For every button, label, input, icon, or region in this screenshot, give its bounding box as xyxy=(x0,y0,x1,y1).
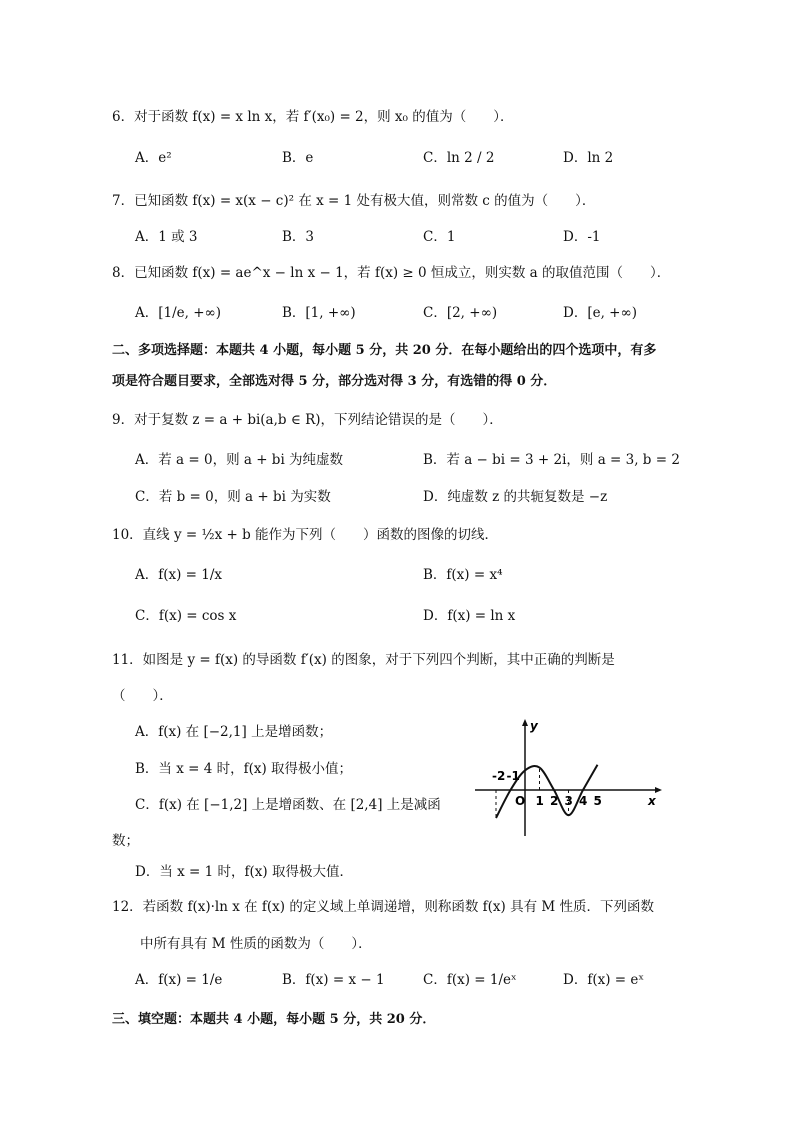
tick-label: O xyxy=(515,794,526,808)
section2-heading-line1: 二、多项选择题：本题共 4 小题，每小题 5 分，共 20 分．在每小题给出的四个选项中，有多 xyxy=(112,343,657,358)
q12-stem-line1: 12．若函数 f(x)·ln x 在 f(x) 的定义域上单调递增，则称函数 f(x) 具有 M 性质．下列函数 xyxy=(112,899,654,915)
q6-option-a: A．e² xyxy=(135,150,172,166)
q8-option-a: A．[1/e, +∞) xyxy=(135,305,222,321)
q7-stem: 7．已知函数 f(x) = x(x − c)² 在 x = 1 处有极大值，则常数 c 的值为（ ）． xyxy=(112,193,596,209)
y-axis-arrow xyxy=(522,719,528,726)
tick-label: 4 xyxy=(579,794,588,808)
q8-stem: 8．已知函数 f(x) = ae^x − ln x − 1，若 f(x) ≥ 0 恒成立，则实数 a 的取值范围（ ）． xyxy=(112,265,671,281)
x-axis-label: x xyxy=(648,794,656,808)
q10-option-d: D．f(x) = ln x xyxy=(423,608,516,624)
q9-stem: 9．对于复数 z = a + bi(a,b ∈ R)，下列结论错误的是（ ）． xyxy=(112,412,503,428)
q12-option-c: C．f(x) = 1/eˣ xyxy=(423,972,517,988)
q7-option-d: D．-1 xyxy=(563,229,601,245)
q7-option-a: A．1 或 3 xyxy=(135,229,198,245)
y-axis-label: y xyxy=(530,719,538,733)
tick-label: -1 xyxy=(506,769,520,783)
section2-heading-line2: 项是符合题目要求，全部选对得 5 分，部分选对得 3 分，有选错的得 0 分． xyxy=(112,374,557,389)
q11-option-c-line2: 数； xyxy=(112,833,139,849)
q10-option-c: C．f(x) = cos x xyxy=(135,608,237,624)
q9-option-c: C．若 b = 0，则 a + bi 为实数 xyxy=(135,489,331,505)
q6-stem: 6．对于函数 f(x) = x ln x，若 f′(x₀) = 2，则 x₀ 的值为（ ）． xyxy=(112,109,514,125)
section3-heading: 三、填空题：本题共 4 小题，每小题 5 分，共 20 分． xyxy=(112,1012,436,1027)
tick-label: 1 xyxy=(535,794,544,808)
q11-option-d: D．当 x = 1 时，f(x) 取得极大值． xyxy=(135,864,353,880)
tick-label: 5 xyxy=(593,794,602,808)
q8-option-c: C．[2, +∞) xyxy=(423,305,498,321)
q9-option-b: B．若 a − bi = 3 + 2i，则 a = 3, b = 2 xyxy=(423,452,680,468)
q11-stem-line1: 11．如图是 y = f(x) 的导函数 f′(x) 的图象，对于下列四个判断，其中正确的判断是 xyxy=(112,652,615,668)
tick-label: 3 xyxy=(564,794,573,808)
tick-label: -2 xyxy=(492,769,506,783)
q10-option-b: B．f(x) = x⁴ xyxy=(423,567,503,583)
q11-option-a: A．f(x) 在 [−2,1] 上是增函数； xyxy=(135,724,333,740)
derivative-graph xyxy=(470,718,670,843)
x-axis-arrow xyxy=(655,787,662,793)
q7-option-c: C．1 xyxy=(423,229,456,245)
q9-option-d: D．纯虚数 z 的共轭复数是 −z xyxy=(423,489,608,505)
q10-option-a: A．f(x) = 1/x xyxy=(135,567,223,583)
q6-option-c: C．ln 2 / 2 xyxy=(423,150,495,166)
q7-option-b: B．3 xyxy=(282,229,315,245)
q12-stem-line2: 中所有具有 M 性质的函数为（ ）． xyxy=(140,936,372,952)
q8-option-d: D．[e, +∞) xyxy=(563,305,637,321)
q6-option-b: B．e xyxy=(282,150,314,166)
q8-option-b: B．[1, +∞) xyxy=(282,305,356,321)
q11-option-b: B．当 x = 4 时，f(x) 取得极小值； xyxy=(135,761,353,777)
tick-label: 2 xyxy=(550,794,559,808)
chart-tick-labels xyxy=(492,719,657,808)
q12-option-a: A．f(x) = 1/e xyxy=(135,972,223,988)
q12-option-b: B．f(x) = x − 1 xyxy=(282,972,385,988)
q11-stem-line2: （ ）． xyxy=(112,688,173,704)
q6-option-d: D．ln 2 xyxy=(563,150,614,166)
q12-option-d: D．f(x) = eˣ xyxy=(563,972,645,988)
q9-option-a: A．若 a = 0，则 a + bi 为纯虚数 xyxy=(135,452,344,468)
q10-stem: 10．直线 y = ½x + b 能作为下列（ ）函数的图像的切线． xyxy=(112,527,499,543)
q11-option-c-line1: C．f(x) 在 [−1,2] 上是增函数、在 [2,4] 上是减函 xyxy=(135,797,441,813)
